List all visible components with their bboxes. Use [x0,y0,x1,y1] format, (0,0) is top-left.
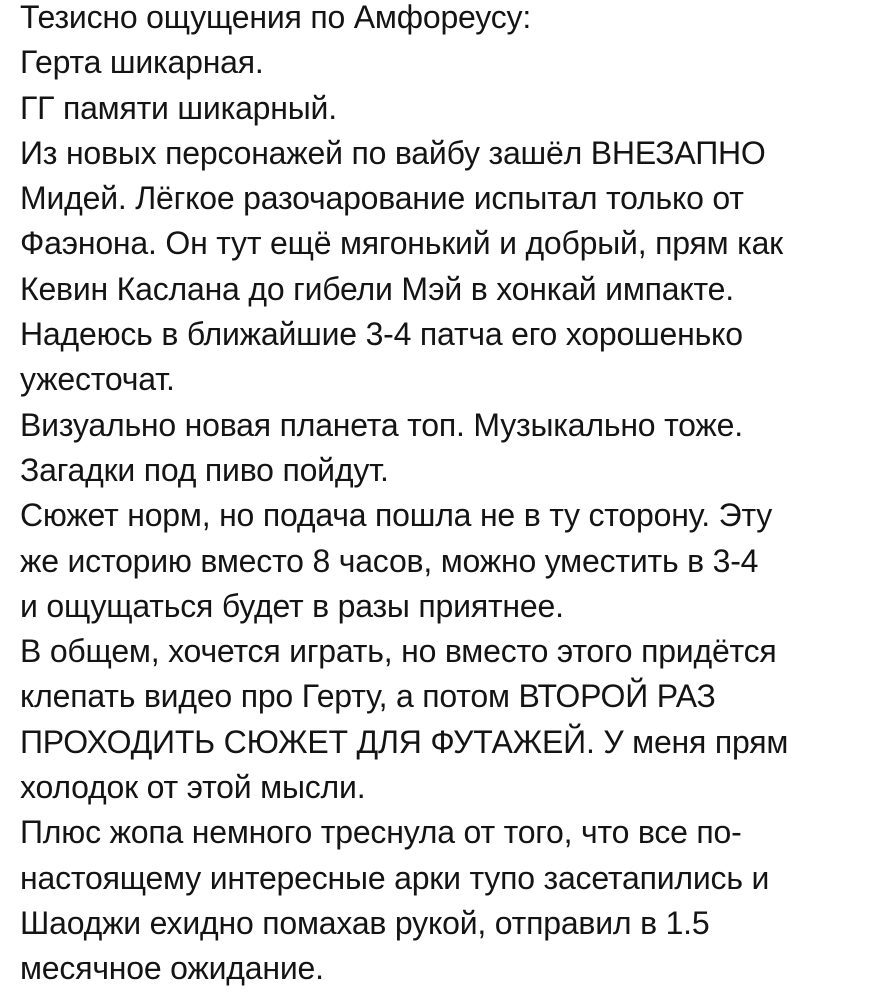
post-line: же историю вместо 8 часов, можно уместить в 3-4 [20,542,759,579]
post-line: ГГ памяти шикарный. [20,89,337,126]
post-line: и ощущаться будет в разы приятнее. [20,587,564,624]
post-line: ПРОХОДИТЬ СЮЖЕТ ДЛЯ ФУТАЖЕЙ. У меня прям [20,723,789,760]
post-line: Герта шикарная. [20,44,264,81]
post-line: Загадки под пиво пойдут. [20,451,389,488]
post-line: клепать видео про Герту, а потом ВТОРОЙ РАЗ [20,678,716,715]
post-line: Мидей. Лёгкое разочарование испытал только от [20,180,744,217]
post-line: настоящему интересные арки тупо засетапились и [20,859,770,896]
post-line: Плюс жопа немного треснула от того, что все по- [20,814,742,851]
post-line: Из новых персонажей по вайбу зашёл ВНЕЗАПНО [20,134,766,171]
post-line: В общем, хочется играть, но вместо этого придётся [20,633,777,670]
post-line: Визуально новая планета топ. Музыкально тоже. [20,406,743,443]
post-line: месячное ожидание. [20,950,324,987]
post-line: Фаэнона. Он тут ещё мягонький и добрый, прям как [20,225,783,262]
post-line: Сюжет норм, но подача пошла не в ту сторону. Эту [20,497,773,534]
post-line: Тезисно ощущения по Амфореусу: [20,0,532,35]
post-line: холодок от этой мысли. [20,769,366,806]
post-line: Надеюсь в ближайшие 3-4 патча его хорошенько [20,316,743,353]
post-line: ужесточат. [20,361,175,398]
post-line: Кевин Каслана до гибели Мэй в хонкай импакте. [20,270,734,307]
post-line: Шаоджи ехидно помахав рукой, отправил в 1.5 [20,904,710,941]
